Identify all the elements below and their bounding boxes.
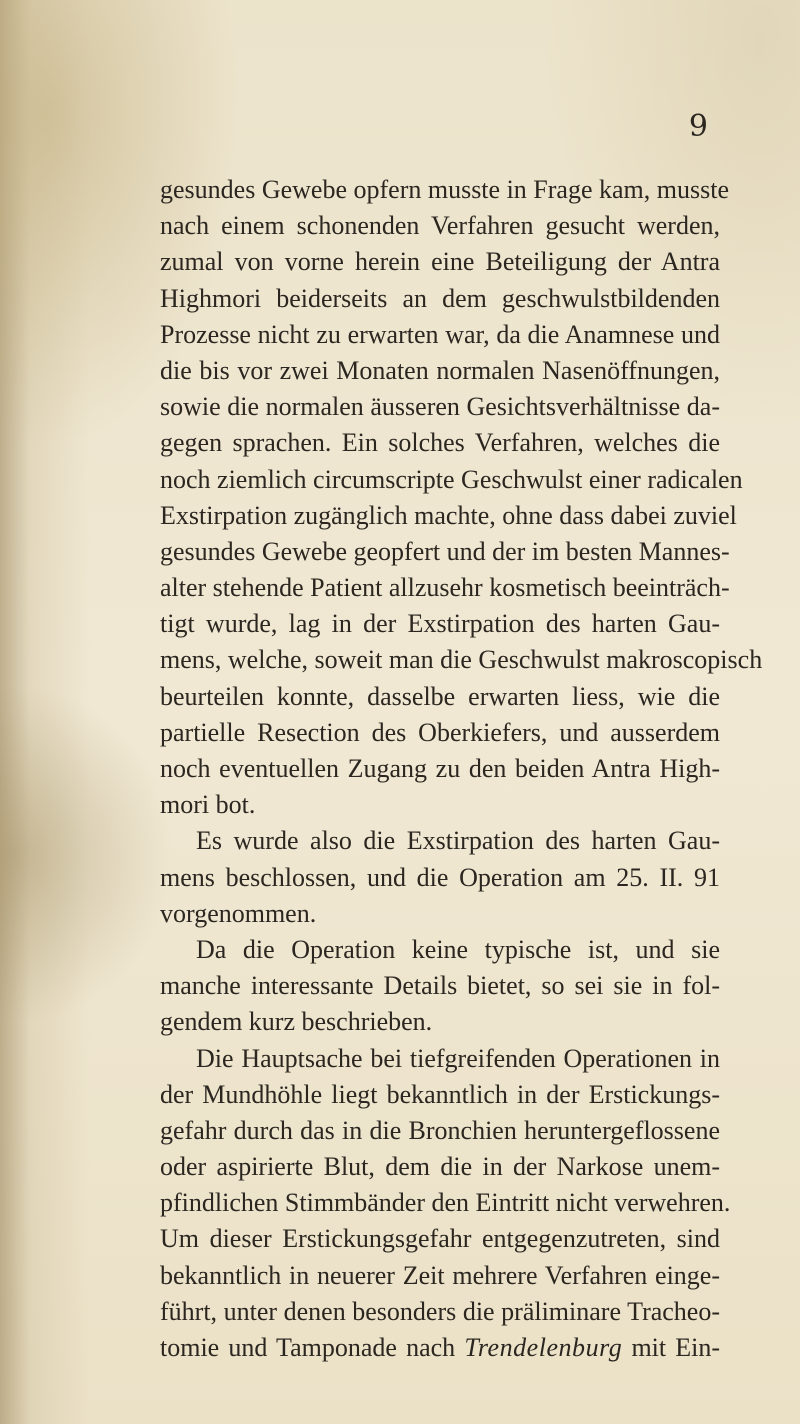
text-line: Highmori beiderseits an dem geschwulstbildenden: [160, 283, 720, 313]
text-line: mens, welche, soweit man die Geschwulst makroscopisch: [160, 645, 763, 675]
text-line: Es wurde also die Exstirpation des harten Gau-: [196, 826, 720, 856]
text-fragment: mit Ein-: [631, 1333, 721, 1362]
text-line: pfindlichen Stimmbänder den Eintritt nicht verwehren.: [160, 1188, 731, 1218]
author-name-italic: Trendelenburg: [464, 1333, 623, 1362]
text-line: Da die Operation keine typische ist, und sie: [196, 934, 720, 964]
text-line: Exstirpation zugänglich machte, ohne dass dabei zuviel: [160, 500, 737, 530]
page-number: 9: [688, 109, 708, 144]
text-fragment: tomie und Tamponade nach: [160, 1333, 456, 1362]
text-line: gefahr durch das in die Bronchien heruntergeflossene: [160, 1115, 720, 1145]
text-line: die bis vor zwei Monaten normalen Nasenöffnungen,: [160, 355, 720, 385]
text-line: Prozesse nicht zu erwarten war, da die Anamnese und: [160, 319, 720, 349]
text-line: gegen sprachen. Ein solches Verfahren, welches die: [160, 428, 720, 458]
text-line: gesundes Gewebe geopfert und der im besten Mannes-: [160, 536, 730, 566]
text-line: Um dieser Erstickungsgefahr entgegenzutreten, sind: [160, 1224, 720, 1254]
text-line: beurteilen konnte, dasselbe erwarten liess, wie die: [160, 681, 720, 711]
text-line: führt, unter denen besonders die präliminare Tracheo-: [160, 1296, 720, 1326]
text-line-final: [160, 1330, 720, 1366]
body-text: [160, 172, 763, 1366]
text-line: mori bot.: [160, 790, 256, 820]
text-line: der Mundhöhle liegt bekanntlich in der Erstickungs-: [160, 1079, 720, 1109]
text-line: vorgenommen.: [160, 898, 317, 928]
text-line: manche interessante Details bietet, so sei sie in fol-: [160, 971, 720, 1001]
text-line: oder aspirierte Blut, dem die in der Narkose unem-: [160, 1152, 720, 1182]
text-line: noch ziemlich circumscripte Geschwulst einer radicalen: [160, 464, 743, 494]
text-line: tigt wurde, lag in der Exstirpation des harten Gau-: [160, 609, 720, 639]
text-line: gesundes Gewebe opfern musste in Frage kam, musste: [160, 175, 729, 204]
text-line: alter stehende Patient allzusehr kosmetisch beeinträch-: [160, 573, 730, 603]
text-line: Die Hauptsache bei tiefgreifenden Operationen in: [196, 1043, 720, 1073]
text-line: nach einem schonenden Verfahren gesucht werden,: [160, 211, 720, 241]
text-line: partielle Resection des Oberkiefers, und ausserdem: [160, 717, 720, 747]
text-line: noch eventuellen Zugang zu den beiden Antra High-: [160, 754, 720, 783]
text-line: sowie die normalen äusseren Gesichtsverhältnisse da-: [160, 392, 720, 422]
text-line: bekanntlich in neuerer Zeit mehrere Verfahren einge-: [160, 1260, 720, 1290]
text-line: mens beschlossen, und die Operation am 25. II. 91: [160, 862, 720, 892]
text-line: gendem kurz beschrieben.: [160, 1007, 433, 1037]
text-line: zumal von vorne herein eine Beteiligung der Antra: [160, 247, 720, 277]
